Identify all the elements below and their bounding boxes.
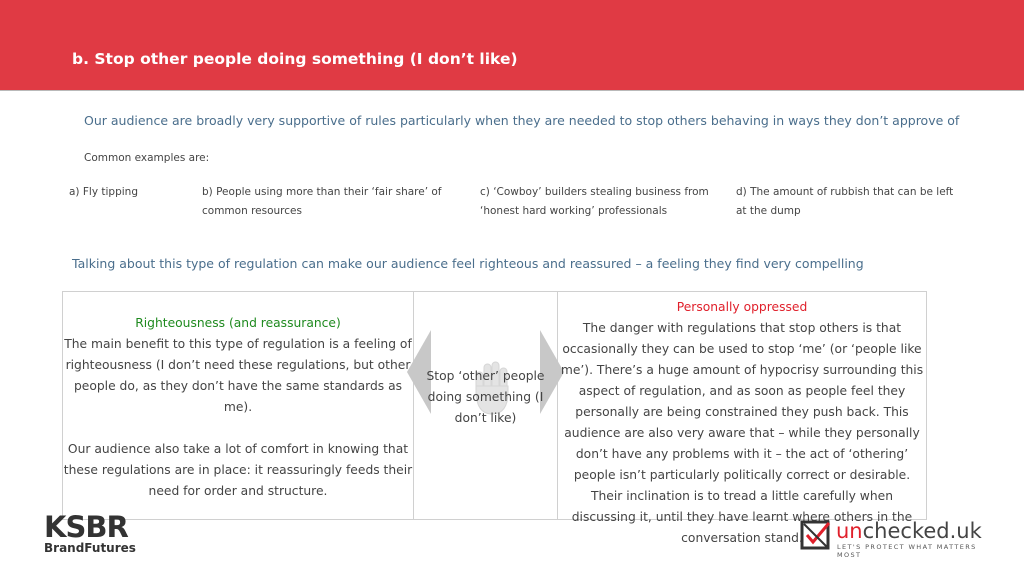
column-text-line: people do, as they don’t have the same standards as	[73, 379, 403, 393]
oppressed-column	[557, 297, 927, 549]
example-item: b) People using more than their ‘fair share’ of common resources	[202, 186, 442, 217]
column-text-line: audience are also very aware that – while they personally	[564, 426, 920, 440]
column-text-line: need for order and structure.	[148, 484, 328, 498]
ksbr-subtitle: BrandFutures	[44, 541, 136, 555]
column-text-line: discussing it, until they have learnt where others in the	[571, 510, 913, 524]
unchecked-tagline: LET'S PROTECT WHAT MATTERS MOST	[837, 543, 977, 559]
ksbr-wordmark: KSBR	[44, 510, 128, 544]
examples-label: Common examples are:	[84, 152, 210, 164]
center-text-line: don’t like)	[454, 411, 517, 425]
column-text-line: me).	[223, 400, 253, 414]
header-bar	[0, 0, 1024, 91]
slide-title: b. Stop other people doing something (I don’t like)	[72, 50, 518, 68]
column-text-line: The danger with regulations that stop others is that	[582, 321, 902, 335]
example-item: d) The amount of rubbish that can be left at the dump	[736, 186, 954, 217]
unchecked-logo	[800, 519, 990, 559]
column-text-line: these regulations are in place: it reassuringly feeds their	[63, 463, 413, 477]
column-text-line: don’t have any problems with it – the act of ‘othering’	[575, 447, 909, 461]
intro-text: Our audience are broadly very supportive of rules particularly when they are needed to stop others behaving in ways they don’t approve of	[84, 113, 960, 128]
column-text-line: people isn’t particularly politically correct or desirable.	[573, 468, 911, 482]
righteousness-title: Righteousness (and reassurance)	[135, 316, 341, 330]
oppressed-title: Personally oppressed	[676, 300, 808, 314]
column-text-line: me’). There’s a huge amount of hypocrisy surrounding this	[560, 363, 924, 377]
talking-statement: Talking about this type of regulation can make our audience feel righteous and reassured – a feeling they find very compelling	[72, 256, 864, 271]
column-text-line: conversation stand.	[681, 531, 803, 545]
ksbr-logo	[44, 512, 136, 555]
righteousness-column	[62, 313, 414, 502]
column-text-line: righteousness (I don’t need these regulations, but other	[65, 358, 411, 372]
column-text-line: aspect of regulation, and as soon as people feel they	[578, 384, 906, 398]
column-text-line: occasionally they can be used to stop ‘me’ (or ‘people like	[562, 342, 922, 356]
unchecked-wordmark: unchecked.uk	[836, 519, 982, 543]
column-text-line: The main benefit to this type of regulation is a feeling of	[64, 337, 412, 351]
center-topic	[414, 366, 557, 429]
column-text-line: Their inclination is to tread a little carefully when	[590, 489, 894, 503]
center-text-line: doing something (I	[427, 390, 544, 404]
column-text-line: personally are being constrained they push back. This	[575, 405, 909, 419]
center-text-line: Stop ‘other’ people	[426, 369, 545, 383]
column-text-line: Our audience also take a lot of comfort in knowing that	[67, 442, 409, 456]
example-item: c) ‘Cowboy’ builders stealing business from ‘honest hard working’ professionals	[480, 186, 709, 217]
example-item: a) Fly tipping	[69, 186, 138, 198]
unchecked-box-icon	[800, 519, 832, 551]
